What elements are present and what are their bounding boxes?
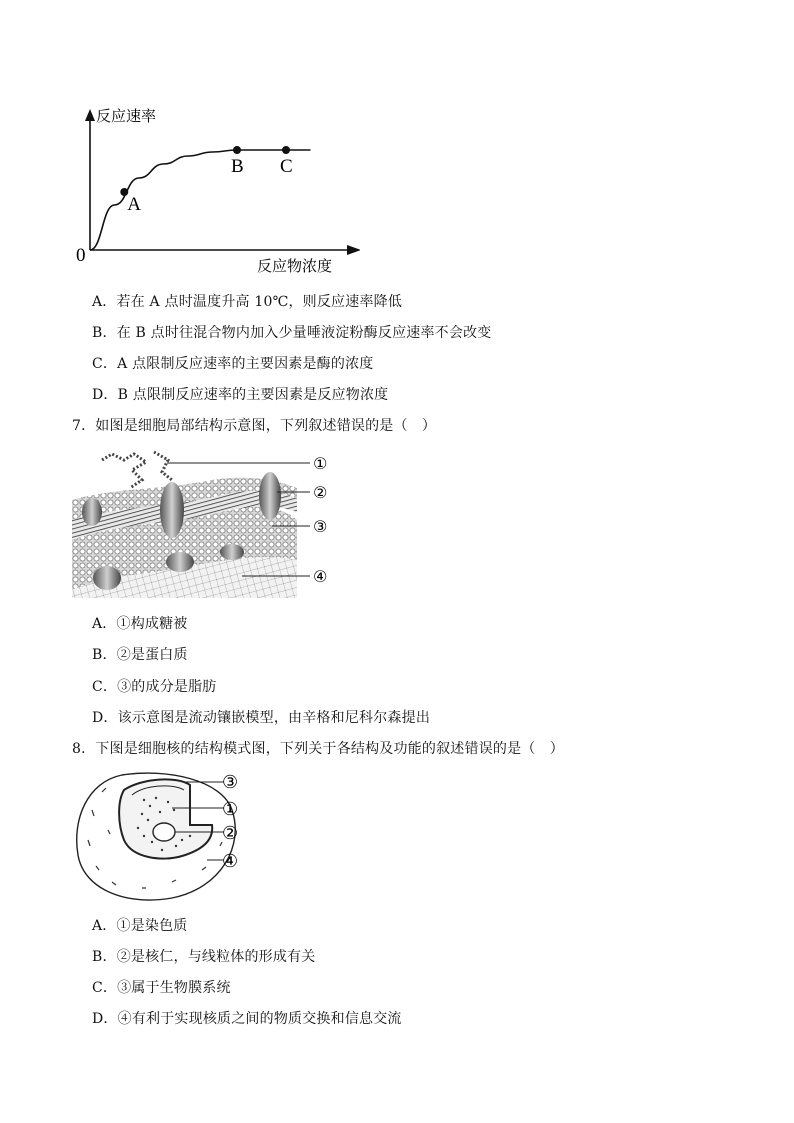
y-axis-label: 反应速率 — [96, 107, 157, 125]
q8-label-2: ② — [222, 823, 239, 844]
q7-label-1: ① — [313, 454, 328, 473]
series-line — [90, 150, 311, 250]
q6-option-a[interactable]: A．若在 A 点时温度升高 10℃，则反应速率降低 — [92, 294, 403, 310]
q8-option-a[interactable]: A．①是染色质 — [92, 918, 188, 934]
q8-label-4: ④ — [222, 851, 239, 872]
q7-option-c[interactable]: C．③的成分是脂肪 — [92, 679, 217, 695]
point-label-a: A — [127, 194, 142, 215]
q7-option-b[interactable]: B．②是蛋白质 — [92, 647, 188, 663]
x-axis-arrow — [347, 245, 360, 255]
q7-label-3: ③ — [313, 517, 328, 536]
q8-stem: 8．下图是细胞核的结构模式图，下列关于各结构及功能的叙述错误的是（ ） — [72, 741, 564, 757]
q8-option-b[interactable]: B．②是核仁，与线粒体的形成有关 — [92, 949, 316, 965]
point-c — [282, 146, 290, 154]
origin-label: 0 — [76, 245, 86, 266]
q6-option-c[interactable]: C．A 点限制反应速率的主要因素是酶的浓度 — [92, 356, 374, 372]
q8-label-3: ③ — [222, 772, 239, 793]
q7-option-d[interactable]: D．该示意图是流动镶嵌模型，由辛格和尼科尔森提出 — [92, 710, 431, 726]
q8-option-c[interactable]: C．③属于生物膜系统 — [92, 980, 231, 996]
q6-option-d[interactable]: D．B 点限制反应速率的主要因素是反应物浓度 — [92, 387, 389, 403]
x-axis-label: 反应物浓度 — [257, 257, 333, 275]
point-b — [233, 146, 241, 154]
point-label-b: B — [231, 156, 244, 177]
point-label-c: C — [280, 156, 293, 177]
nucleus-diagram — [72, 770, 252, 905]
q7-label-2: ② — [313, 483, 328, 502]
reaction-rate-chart — [60, 95, 360, 285]
q8-option-d[interactable]: D．④有利于实现核质之间的物质交换和信息交流 — [92, 1011, 402, 1027]
q8-label-1: ① — [222, 799, 239, 820]
q6-option-b[interactable]: B．在 B 点时往混合物内加入少量唾液淀粉酶反应速率不会改变 — [92, 325, 492, 341]
q7-stem: 7．如图是细胞局部结构示意图，下列叙述错误的是（ ） — [72, 418, 437, 434]
q7-option-a[interactable]: A．①构成糖被 — [92, 616, 188, 632]
y-axis-arrow — [85, 109, 95, 121]
q7-label-4: ④ — [313, 567, 328, 586]
cell-membrane-diagram — [72, 450, 342, 598]
